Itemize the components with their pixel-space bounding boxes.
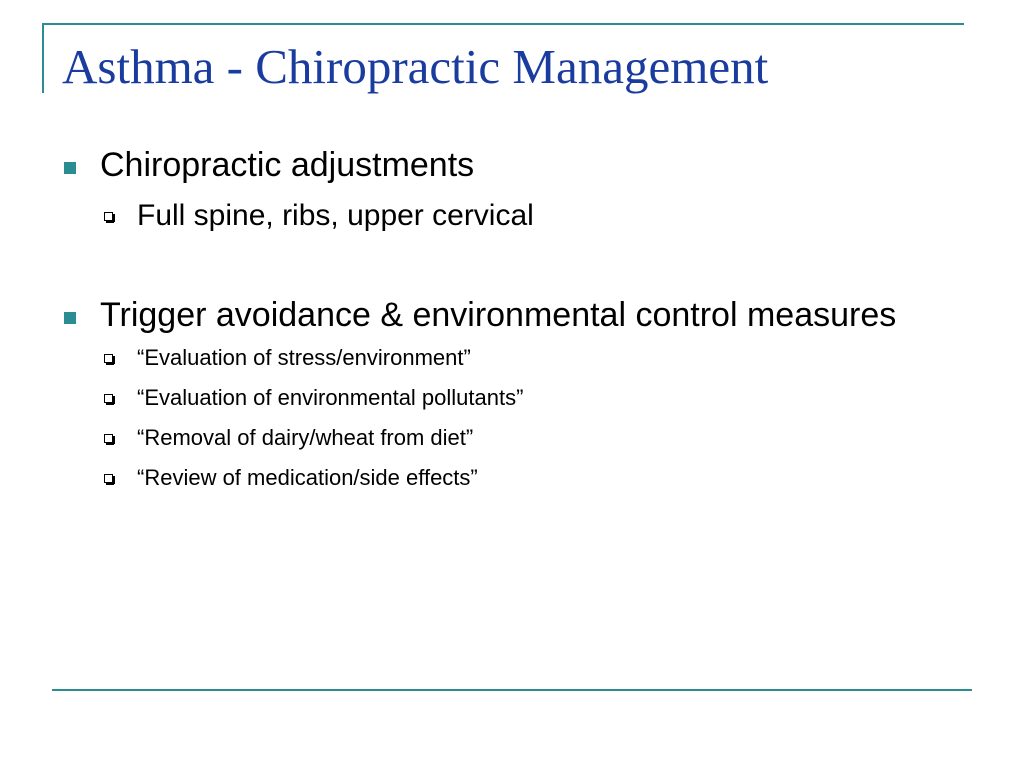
bullet-item xyxy=(62,142,962,188)
sub-bullet-item xyxy=(62,418,962,458)
slide-title: Asthma - Chiropractic Management xyxy=(62,39,769,94)
checkbox-bullet-icon xyxy=(104,212,113,221)
checkbox-bullet-icon xyxy=(104,394,113,403)
sub-bullet-item xyxy=(62,378,962,418)
sub-bullet-text: Full spine, ribs, upper cervical xyxy=(137,199,534,232)
sub-bullet-text: “Review of medication/side effects” xyxy=(137,465,478,490)
sub-bullet-list xyxy=(62,338,962,498)
square-bullet-icon xyxy=(64,162,76,174)
left-border-line xyxy=(42,23,44,93)
sub-bullet-item xyxy=(62,192,962,240)
sub-bullet-text: “Evaluation of stress/environment” xyxy=(137,345,471,370)
square-bullet-icon xyxy=(64,312,76,324)
bullet-item xyxy=(62,292,962,338)
sub-bullet-list xyxy=(62,192,962,240)
top-border-line xyxy=(42,23,964,25)
checkbox-bullet-icon xyxy=(104,474,113,483)
bullet-text: Trigger avoidance & environmental control measures xyxy=(100,296,897,334)
checkbox-bullet-icon xyxy=(104,354,113,363)
slide-content xyxy=(62,142,962,498)
sub-bullet-text: “Evaluation of environmental pollutants” xyxy=(137,385,524,410)
bullet-text: Chiropractic adjustments xyxy=(100,146,475,184)
sub-bullet-item xyxy=(62,338,962,378)
bottom-border-line xyxy=(52,689,972,691)
spacer xyxy=(62,240,962,292)
checkbox-bullet-icon xyxy=(104,434,113,443)
sub-bullet-text: “Removal of dairy/wheat from diet” xyxy=(137,425,474,450)
sub-bullet-item xyxy=(62,458,962,498)
